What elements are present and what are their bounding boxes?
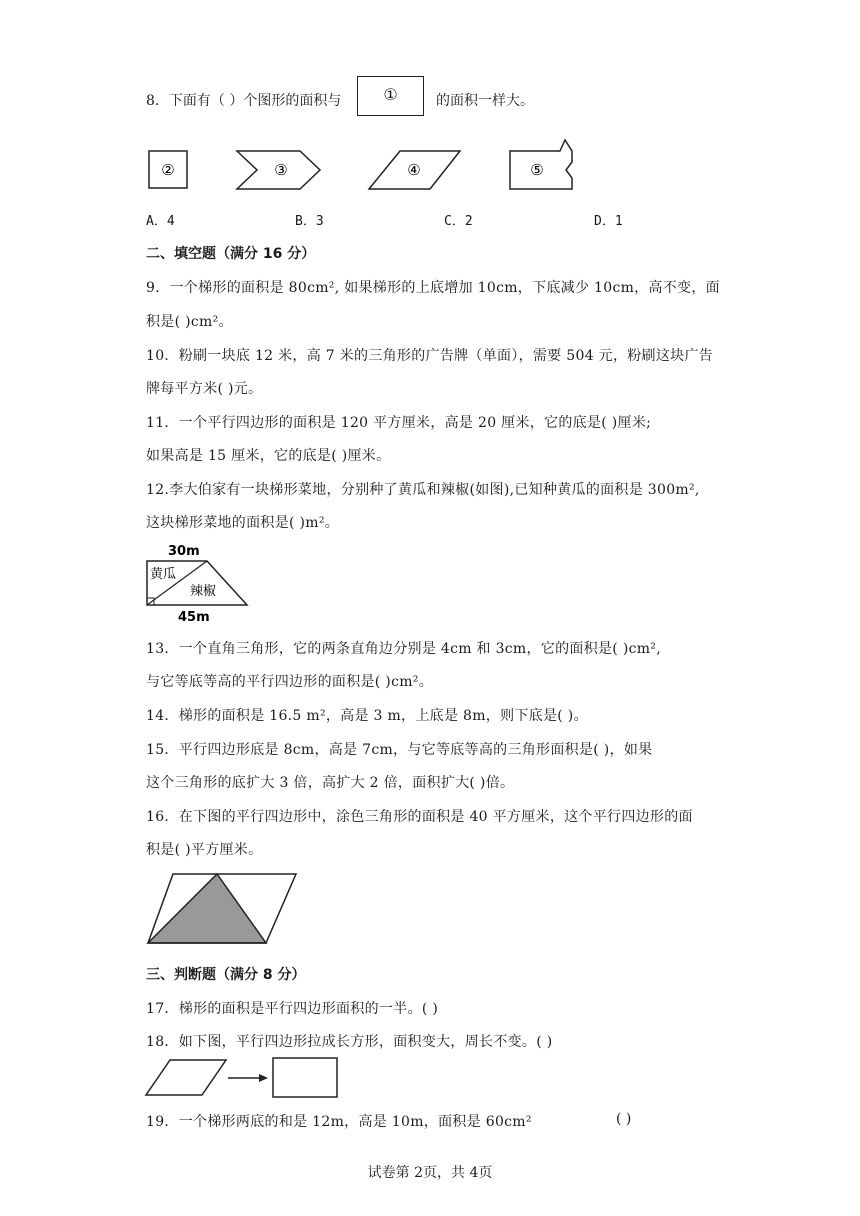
q15-line1: 15．平行四边形底是 8cm，高是 7cm，与它等底等高的三角形面积是( )，如果 [146, 742, 653, 758]
q8-suffix: 的面积一样大。 [436, 93, 534, 109]
q9-line2: 积是( )cm²。 [146, 314, 233, 330]
q18-line1: 18．如下图，平行四边形拉成长方形，面积变大，周长不变。( ) [146, 1034, 553, 1050]
q13-line1: 13．一个直角三角形，它的两条直角边分别是 4cm 和 3cm，它的面积是( )cm², [146, 641, 661, 657]
q12-bottom-label: 45m [178, 610, 210, 625]
q16-parallelogram-figure [140, 868, 305, 948]
section2-title: 二、填空题（满分 16 分） [146, 246, 316, 262]
shape-label-2: ② [161, 161, 175, 179]
q16-line2: 积是( )平方厘米。 [146, 842, 263, 858]
q8-shapes [140, 130, 600, 200]
page-footer: 试卷第 2页，共 4页 [367, 1165, 493, 1181]
q11-line1: 11．一个平行四边形的面积是 120 平方厘米，高是 20 厘米，它的底是( )厘米; [146, 415, 652, 431]
q15-line2: 这个三角形的底扩大 3 倍，高扩大 2 倍，面积扩大( )倍。 [146, 775, 515, 791]
q8-prefix: 8．下面有（ ）个图形的面积与 [146, 93, 342, 109]
q17-line1: 17．梯形的面积是平行四边形面积的一半。( ) [146, 1001, 439, 1017]
small-rectangle [273, 1058, 337, 1097]
arrow-head [259, 1074, 268, 1082]
q14-line1: 14．梯形的面积是 16.5 m²，高是 3 m，上底是 8m，则下底是( )。 [146, 708, 588, 724]
shape-label-3: ③ [274, 161, 288, 179]
q19-bracket: ( ) [616, 1111, 632, 1127]
section3-title: 三、判断题（满分 8 分） [146, 967, 306, 983]
q8-ref-label: ① [383, 85, 398, 104]
q11-line2: 如果高是 15 厘米，它的底是( )厘米。 [146, 448, 391, 464]
small-parallelogram [146, 1060, 226, 1095]
q12-trapezoid-figure [140, 540, 260, 628]
q12-line1: 12.李大伯家有一块梯形菜地，分别种了黄瓜和辣椒(如图),已知种黄瓜的面积是 300m², [146, 482, 700, 498]
q12-right-label: 辣椒 [190, 584, 217, 599]
q8-option-c: C．2 [444, 214, 473, 229]
q12-left-label: 黄瓜 [150, 567, 177, 582]
q8-option-b: B．3 [295, 214, 324, 229]
q18-figure [140, 1055, 345, 1101]
shape-label-4: ④ [407, 161, 421, 179]
q12-line2: 这块梯形菜地的面积是( )m²。 [146, 515, 340, 531]
shaded-triangle [148, 874, 266, 943]
q10-line1: 10．粉刷一块底 12 米，高 7 米的三角形的广告牌（单面），需要 504 元，粉刷这块广告 [146, 348, 714, 364]
q8-option-d: D．1 [594, 214, 623, 229]
shape-label-5: ⑤ [530, 161, 544, 179]
q19-text: 19．一个梯形两底的和是 12m，高是 10m，面积是 60cm² [146, 1114, 532, 1130]
q16-line1: 16．在下图的平行四边形中，涂色三角形的面积是 40 平方厘米，这个平行四边形的面 [146, 809, 693, 825]
q8-option-a: A．4 [146, 214, 175, 229]
q8-reference-shape [357, 76, 424, 116]
q13-line2: 与它等底等高的平行四边形的面积是( )cm²。 [146, 674, 434, 690]
q9-line1: 9．一个梯形的面积是 80cm², 如果梯形的上底增加 10cm，下底减少 10cm，高不变，面 [146, 280, 720, 296]
q10-line2: 牌每平方米( )元。 [146, 381, 263, 397]
q12-top-label: 30m [168, 544, 200, 559]
